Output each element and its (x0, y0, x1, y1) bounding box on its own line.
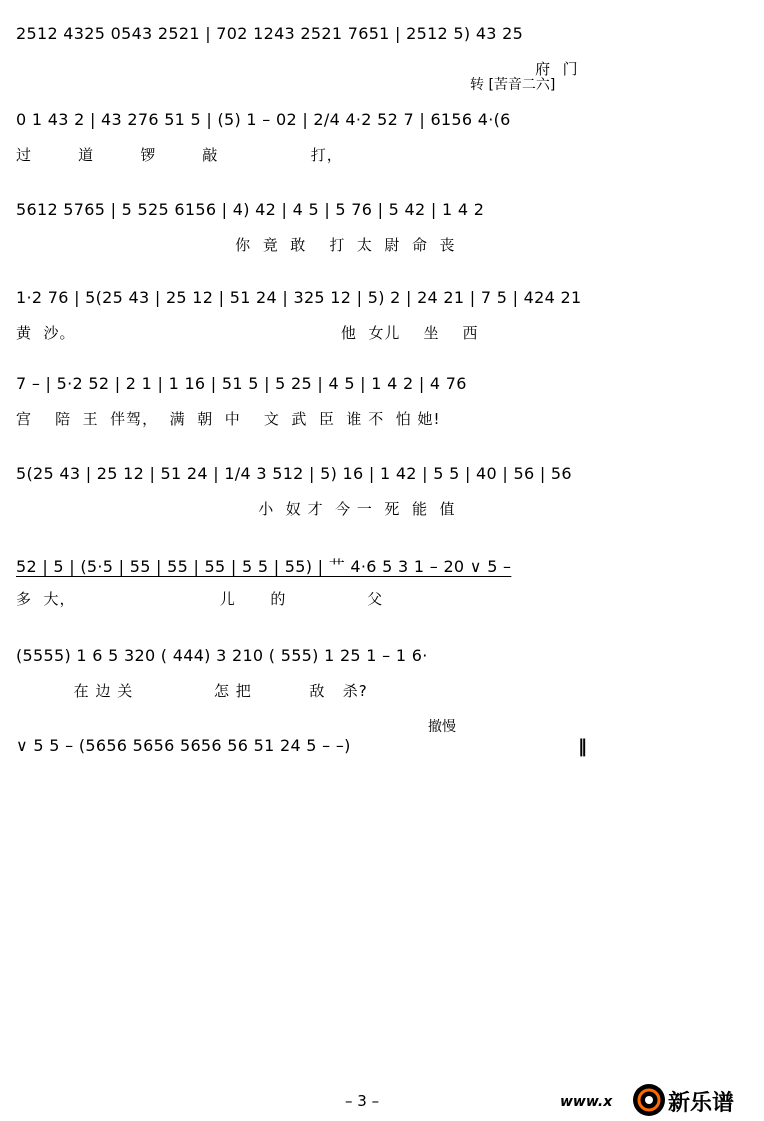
score-line-1 (0, 10, 764, 90)
notation-row: 2512 4325 0543 2521 | 702 1243 2521 7651 | 2512 5) 43 25 (16, 24, 524, 43)
notation-row: 52 | 5 | (5·5 | 55 | 55 | 55 | 5 5 | 55) | 艹 4·6 5 3 1 – 20 ∨ 5 – (16, 557, 512, 576)
disc-logo-icon (632, 1083, 666, 1117)
site-url[interactable]: www.x (560, 1094, 613, 1110)
score-line-3 (0, 186, 764, 266)
key-change-annotation: 转 [苦音二六] (470, 77, 556, 93)
lyrics-row: 你 竟 敢 打 太 尉 命 丧 (16, 236, 456, 254)
tempo-annotation: 撤慢 (428, 719, 456, 735)
score-line-9 (0, 719, 764, 782)
notation-row: 0 1 43 2 | 43 276 51 5 | (5) 1 – 02 | 2/4 4·2 52 7 | 6156 4·(6 (16, 110, 511, 129)
notation-row: 5612 5765 | 5 525 6156 | 4) 42 | 4 5 | 5 76 | 5 42 | 1 4 2 (16, 200, 485, 219)
page-number: – 3 – (345, 1092, 380, 1110)
notation-row: 7 – | 5·2 52 | 2 1 | 1 16 | 51 5 | 5 25 | 4 5 | 1 4 2 | 4 76 (16, 374, 467, 393)
brand-logo-text: 新乐谱 (668, 1091, 735, 1116)
score-line-8 (0, 632, 764, 712)
lyrics-row: 在 边 关 怎 把 敌 杀? (16, 682, 368, 700)
notation-row: 5(25 43 | 25 12 | 51 24 | 1/4 3 512 | 5) 16 | 1 42 | 5 5 | 40 | 56 | 56 (16, 464, 572, 483)
score-line-4 (0, 274, 764, 354)
score-line-7 (0, 540, 764, 620)
final-barline: ‖ (578, 736, 587, 757)
lyrics-row: 宫 陪 王 伴驾， 满 朝 中 文 武 臣 谁 不 怕 她! (16, 410, 441, 428)
score-line-2 (0, 77, 764, 176)
notation-row: 1·2 76 | 5(25 43 | 25 12 | 51 24 | 325 12 | 5) 2 | 24 21 | 7 5 | 424 21 (16, 288, 582, 307)
lyrics-row: 府 门 (16, 60, 579, 78)
score-line-6 (0, 450, 764, 530)
notation-row: (5555) 1 6 5 320 ( 444) 3 210 ( 555) 1 25 1 – 1 6· (16, 646, 428, 665)
score-line-5 (0, 360, 764, 440)
lyrics-row: 多 大， 儿 的 父 (16, 590, 384, 608)
notation-row: ∨ 5 5 – (5656 5656 5656 56 51 24 5 – –) (16, 736, 351, 755)
lyrics-row: 黄 沙。 他 女儿 坐 西 (16, 324, 479, 342)
lyrics-row: 过 道 锣 敲 打， (16, 146, 343, 164)
lyrics-row: 小 奴 才 今 一 死 能 值 (16, 500, 456, 518)
